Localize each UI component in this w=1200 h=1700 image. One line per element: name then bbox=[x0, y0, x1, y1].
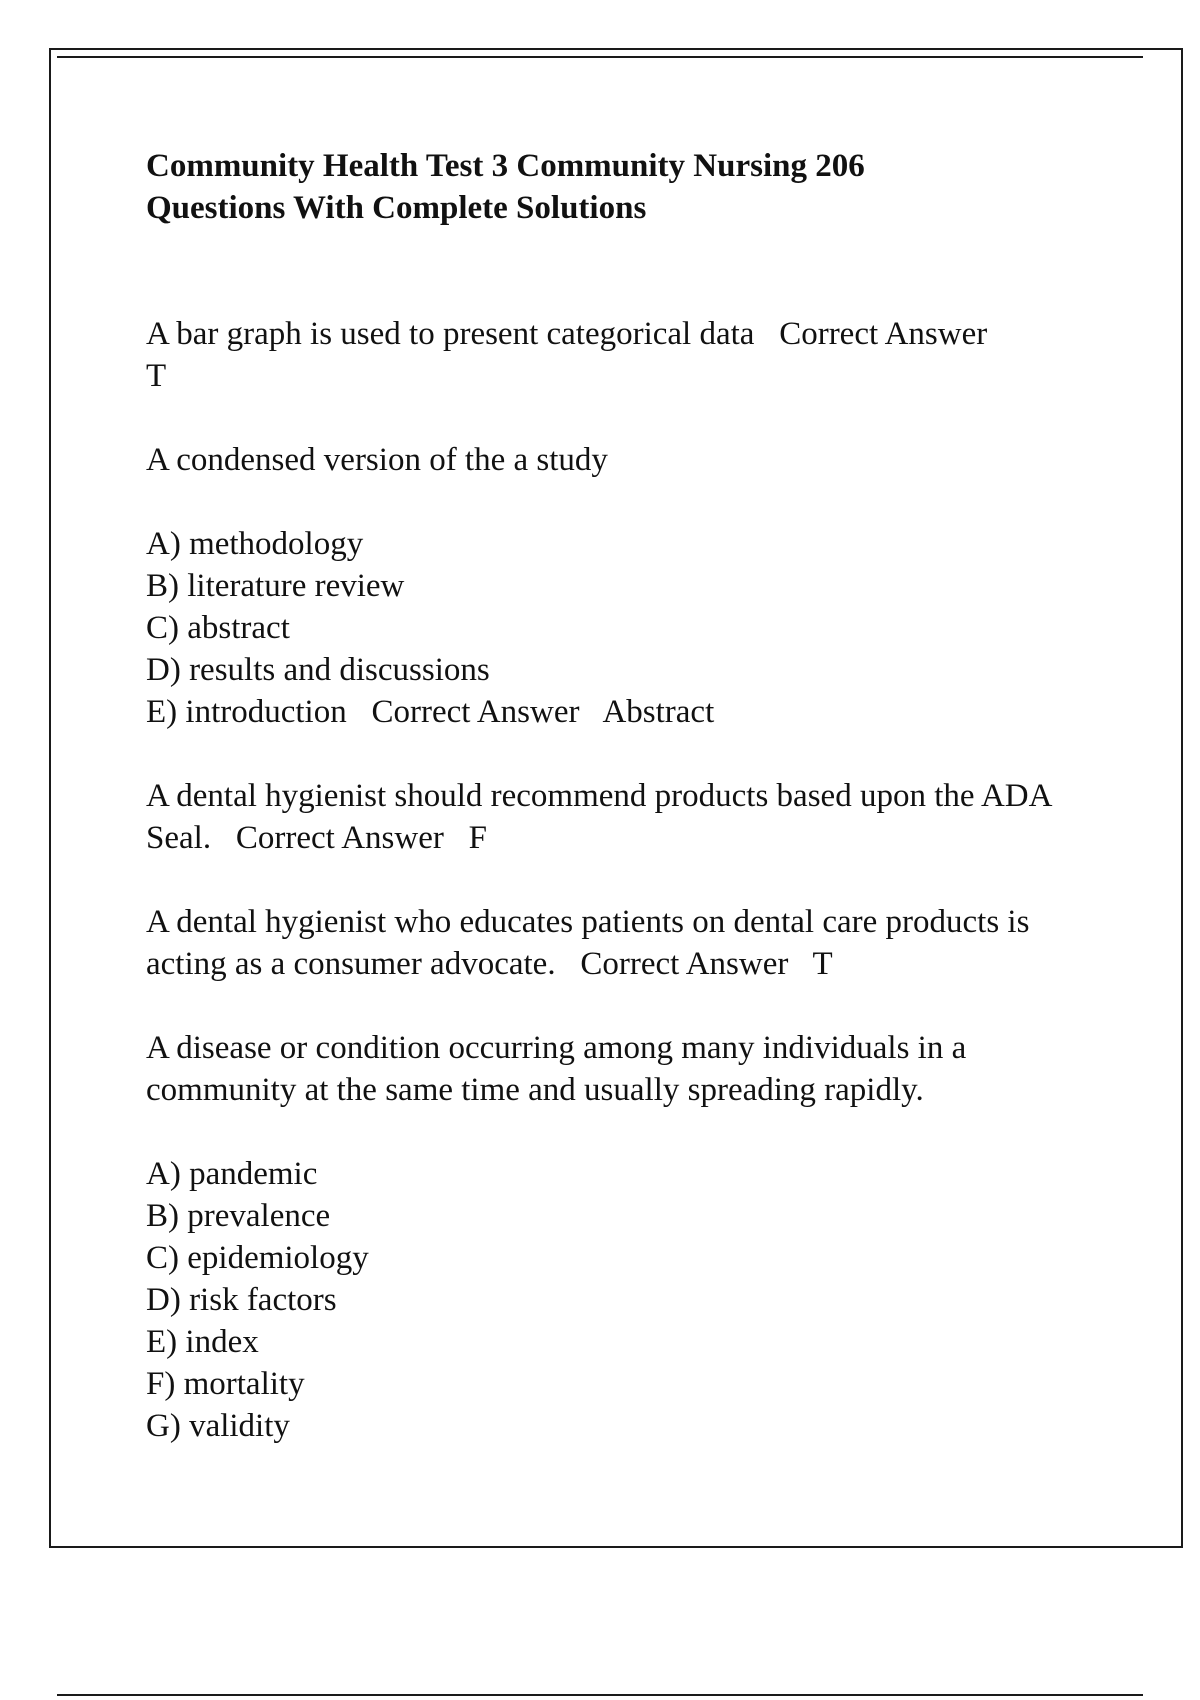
qa-item-2-question bbox=[146, 439, 1106, 481]
option-g: G) validity bbox=[146, 1408, 290, 1444]
option-e-with-answer bbox=[146, 691, 1106, 733]
qa-item-5-question bbox=[146, 1027, 1106, 1111]
qa-item-3 bbox=[146, 775, 1106, 859]
document-title bbox=[146, 145, 1106, 229]
option-b: B) prevalence bbox=[146, 1198, 331, 1234]
title-line-2: Questions With Complete Solutions bbox=[146, 190, 647, 226]
correct-answer-label: Correct Answer bbox=[235, 820, 444, 856]
correct-answer-label: Correct Answer bbox=[779, 316, 988, 352]
option-e: E) index bbox=[146, 1324, 259, 1360]
qa-item-2-options bbox=[146, 523, 1106, 733]
correct-answer-label: Correct Answer bbox=[580, 946, 789, 982]
answer-value: T bbox=[812, 946, 833, 982]
answer-value: T bbox=[146, 358, 167, 394]
answer-value: Abstract bbox=[602, 694, 715, 730]
question-text: A dental hygienist should recommend products based upon the ADA Seal. bbox=[146, 778, 1059, 856]
title-line-1: Community Health Test 3 Community Nursing 206 bbox=[146, 148, 865, 184]
question-text: A disease or condition occurring among many individuals in a community at the same time and usually spreading rapidly. bbox=[146, 1030, 975, 1108]
option-c: C) epidemiology bbox=[146, 1240, 369, 1276]
qa-item-1 bbox=[146, 313, 1106, 397]
option-d: D) risk factors bbox=[146, 1282, 337, 1318]
question-text: A bar graph is used to present categorical data bbox=[146, 316, 755, 352]
qa-item-5-options bbox=[146, 1153, 1106, 1447]
correct-answer-label: Correct Answer bbox=[371, 694, 580, 730]
option-b: B) literature review bbox=[146, 568, 405, 604]
option-a: A) pandemic bbox=[146, 1156, 318, 1192]
document-body bbox=[146, 145, 1106, 1489]
answer-value: F bbox=[468, 820, 487, 856]
bottom-rule bbox=[57, 1694, 1143, 1696]
question-text: A condensed version of the a study bbox=[146, 442, 608, 478]
option-a: A) methodology bbox=[146, 526, 364, 562]
option-e: E) introduction bbox=[146, 694, 347, 730]
qa-item-4 bbox=[146, 901, 1106, 985]
top-double-rule bbox=[57, 56, 1143, 58]
option-d: D) results and discussions bbox=[146, 652, 490, 688]
option-f: F) mortality bbox=[146, 1366, 305, 1402]
question-text: A dental hygienist who educates patients on dental care products is acting as a consumer advocate. bbox=[146, 904, 1038, 982]
option-c: C) abstract bbox=[146, 610, 290, 646]
